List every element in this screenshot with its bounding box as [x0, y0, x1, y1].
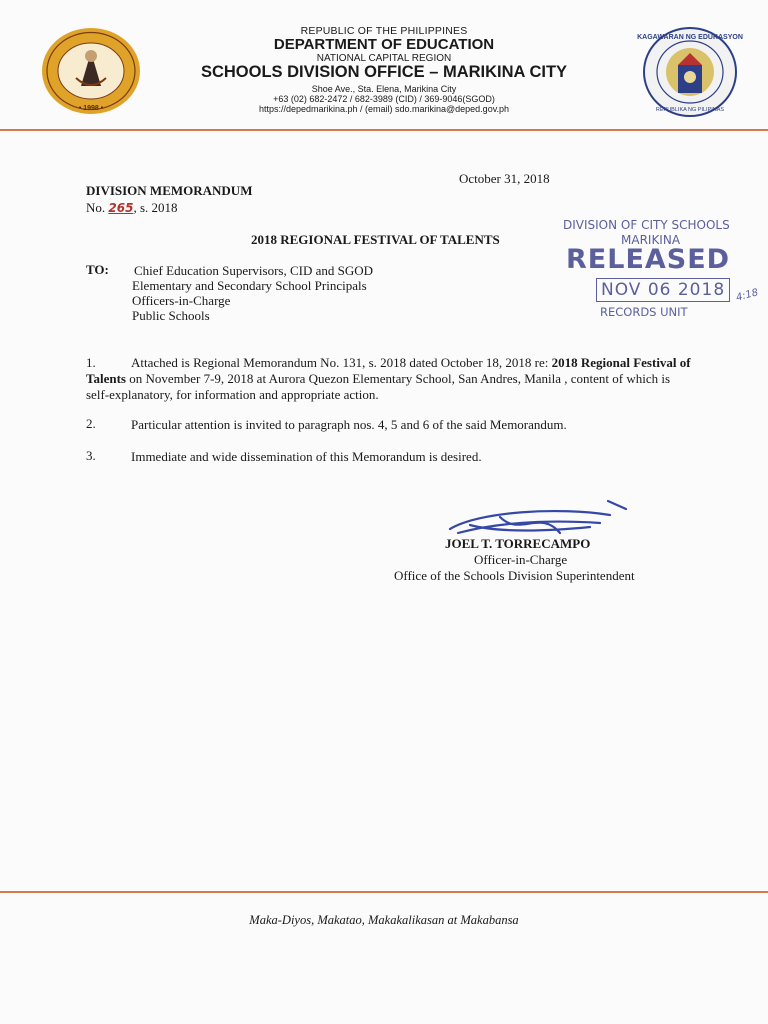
- paragraph-1-event: 2018 Regional Festival of Talents: [86, 355, 691, 386]
- memo-number-suffix: , s. 2018: [133, 200, 178, 215]
- header-republic: REPUBLIC OF THE PHILIPPINES: [300, 25, 468, 37]
- memo-title: 2018 REGIONAL FESTIVAL OF TALENTS: [251, 232, 500, 247]
- svg-text:• 1998 •: • 1998 •: [78, 105, 104, 112]
- signatory-position: Officer-in-Charge: [474, 552, 568, 567]
- memo-number: [86, 200, 178, 216]
- stamp-line2: MARIKINA: [621, 233, 681, 247]
- header-office: SCHOOLS DIVISION OFFICE – MARIKINA CITY: [200, 63, 568, 81]
- svg-text:REPUBLIKA NG PILIPINAS: REPUBLIKA NG PILIPINAS: [655, 107, 725, 113]
- header-department: DEPARTMENT OF EDUCATION: [273, 36, 495, 53]
- stamp-released: RELEASED: [566, 244, 731, 275]
- memo-number-prefix: No.: [86, 200, 106, 215]
- paragraph-3: Immediate and wide dissemination of this Memorandum is desired.: [131, 449, 482, 464]
- footer-divider: [0, 891, 768, 893]
- memo-number-value: 265: [108, 201, 134, 215]
- header-web: https://depedmarikina.ph / (email) sdo.marikina@deped.gov.ph: [258, 104, 510, 114]
- released-stamp: [560, 216, 760, 322]
- paragraph-1: [86, 355, 692, 403]
- paragraph-2: Particular attention is invited to paragraph nos. 4, 5 and 6 of the said Memorandum.: [131, 417, 567, 432]
- paragraph-1-text: Attached is Regional Memorandum No. 131, s. 2018 dated October 18, 2018 re:: [131, 355, 552, 370]
- recipient-3: Officers-in-Charge: [132, 293, 231, 308]
- paragraph-1-number: 1.: [86, 355, 96, 370]
- paragraph-2-number: 2.: [86, 416, 96, 431]
- header-address: Shoe Ave., Sta. Elena, Marikina City: [311, 84, 457, 94]
- recipient-4: Public Schools: [132, 308, 210, 323]
- recipient-1: Chief Education Supervisors, CID and SGOD: [134, 263, 374, 278]
- header-divider: [0, 129, 768, 131]
- header-phone: +63 (02) 682-2472 / 682-3989 (CID) / 369-9046(SGOD): [273, 94, 495, 104]
- header-region: NATIONAL CAPITAL REGION: [316, 53, 452, 64]
- paragraph-3-number: 3.: [86, 448, 96, 463]
- memo-date: October 31, 2018: [459, 171, 550, 186]
- footer-motto: Maka-Diyos, Makatao, Makakalikasan at Makabansa: [249, 913, 519, 927]
- recipient-2: Elementary and Secondary School Principals: [132, 278, 367, 293]
- signatory-office: Office of the Schools Division Superintendent: [394, 568, 635, 583]
- signatory-name: JOEL T. TORRECAMPO: [445, 536, 591, 551]
- stamp-unit: RECORDS UNIT: [600, 305, 688, 319]
- stamp-date: NOV 06 2018: [596, 278, 730, 302]
- svg-text:KAGAWARAN NG EDUKASYON: KAGAWARAN NG EDUKASYON: [637, 34, 743, 41]
- stamp-handwritten-time: 4:18: [734, 287, 760, 304]
- memo-type: DIVISION MEMORANDUM: [86, 183, 253, 198]
- to-label: TO:: [86, 262, 109, 277]
- stamp-line1: DIVISION OF CITY SCHOOLS: [563, 218, 730, 232]
- paragraph-1-rest: on November 7-9, 2018 at Aurora Quezon Elementary School, San Andres, Manila , content of which is self-explanatory, for information and appropriate action.: [86, 371, 671, 402]
